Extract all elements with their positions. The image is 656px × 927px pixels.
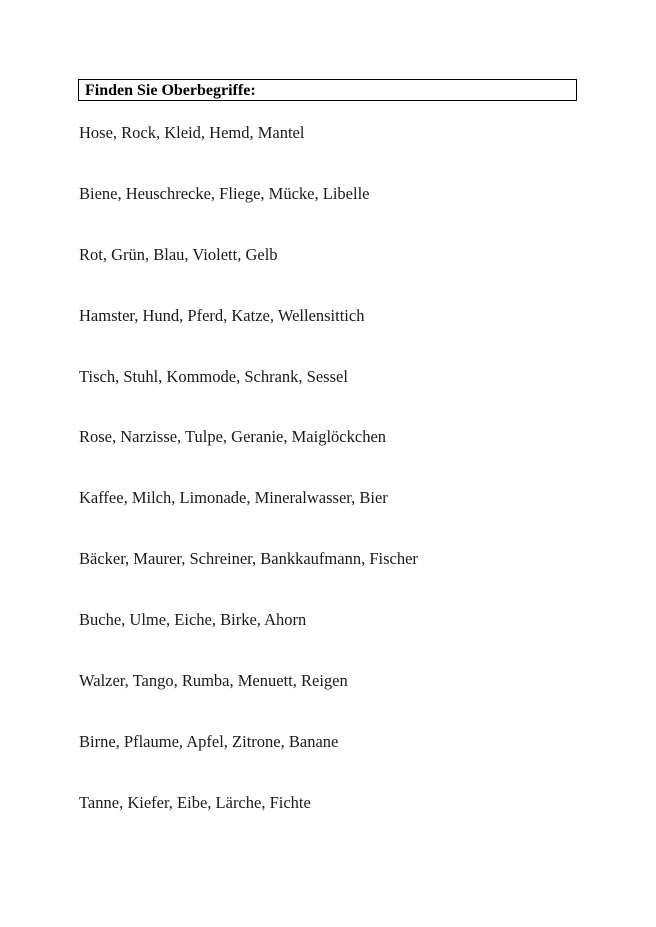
word-group-line: Tanne, Kiefer, Eibe, Lärche, Fichte — [79, 792, 311, 812]
title-box — [78, 79, 577, 101]
word-group-line: Walzer, Tango, Rumba, Menuett, Reigen — [79, 671, 348, 691]
word-group-line: Hose, Rock, Kleid, Hemd, Mantel — [79, 123, 305, 142]
word-group-line: Tisch, Stuhl, Kommode, Schrank, Sessel — [79, 366, 348, 386]
word-group-line: Hamster, Hund, Pferd, Katze, Wellensittich — [79, 305, 365, 325]
word-group-line: Buche, Ulme, Eiche, Birke, Ahorn — [79, 610, 307, 630]
word-group-line: Bäcker, Maurer, Schreiner, Bankkaufmann, Fischer — [79, 549, 418, 569]
word-group-line: Kaffee, Milch, Limonade, Mineralwasser, Bier — [79, 488, 388, 508]
word-group-list — [79, 122, 418, 853]
word-group-line: Rose, Narzisse, Tulpe, Geranie, Maiglöckchen — [79, 427, 387, 447]
worksheet-title: Finden Sie Oberbegriffe: — [85, 82, 256, 99]
word-group-line: Birne, Pflaume, Apfel, Zitrone, Banane — [79, 731, 339, 751]
word-group-line: Biene, Heuschrecke, Fliege, Mücke, Libelle — [79, 183, 370, 203]
word-group-line: Rot, Grün, Blau, Violett, Gelb — [79, 244, 278, 264]
